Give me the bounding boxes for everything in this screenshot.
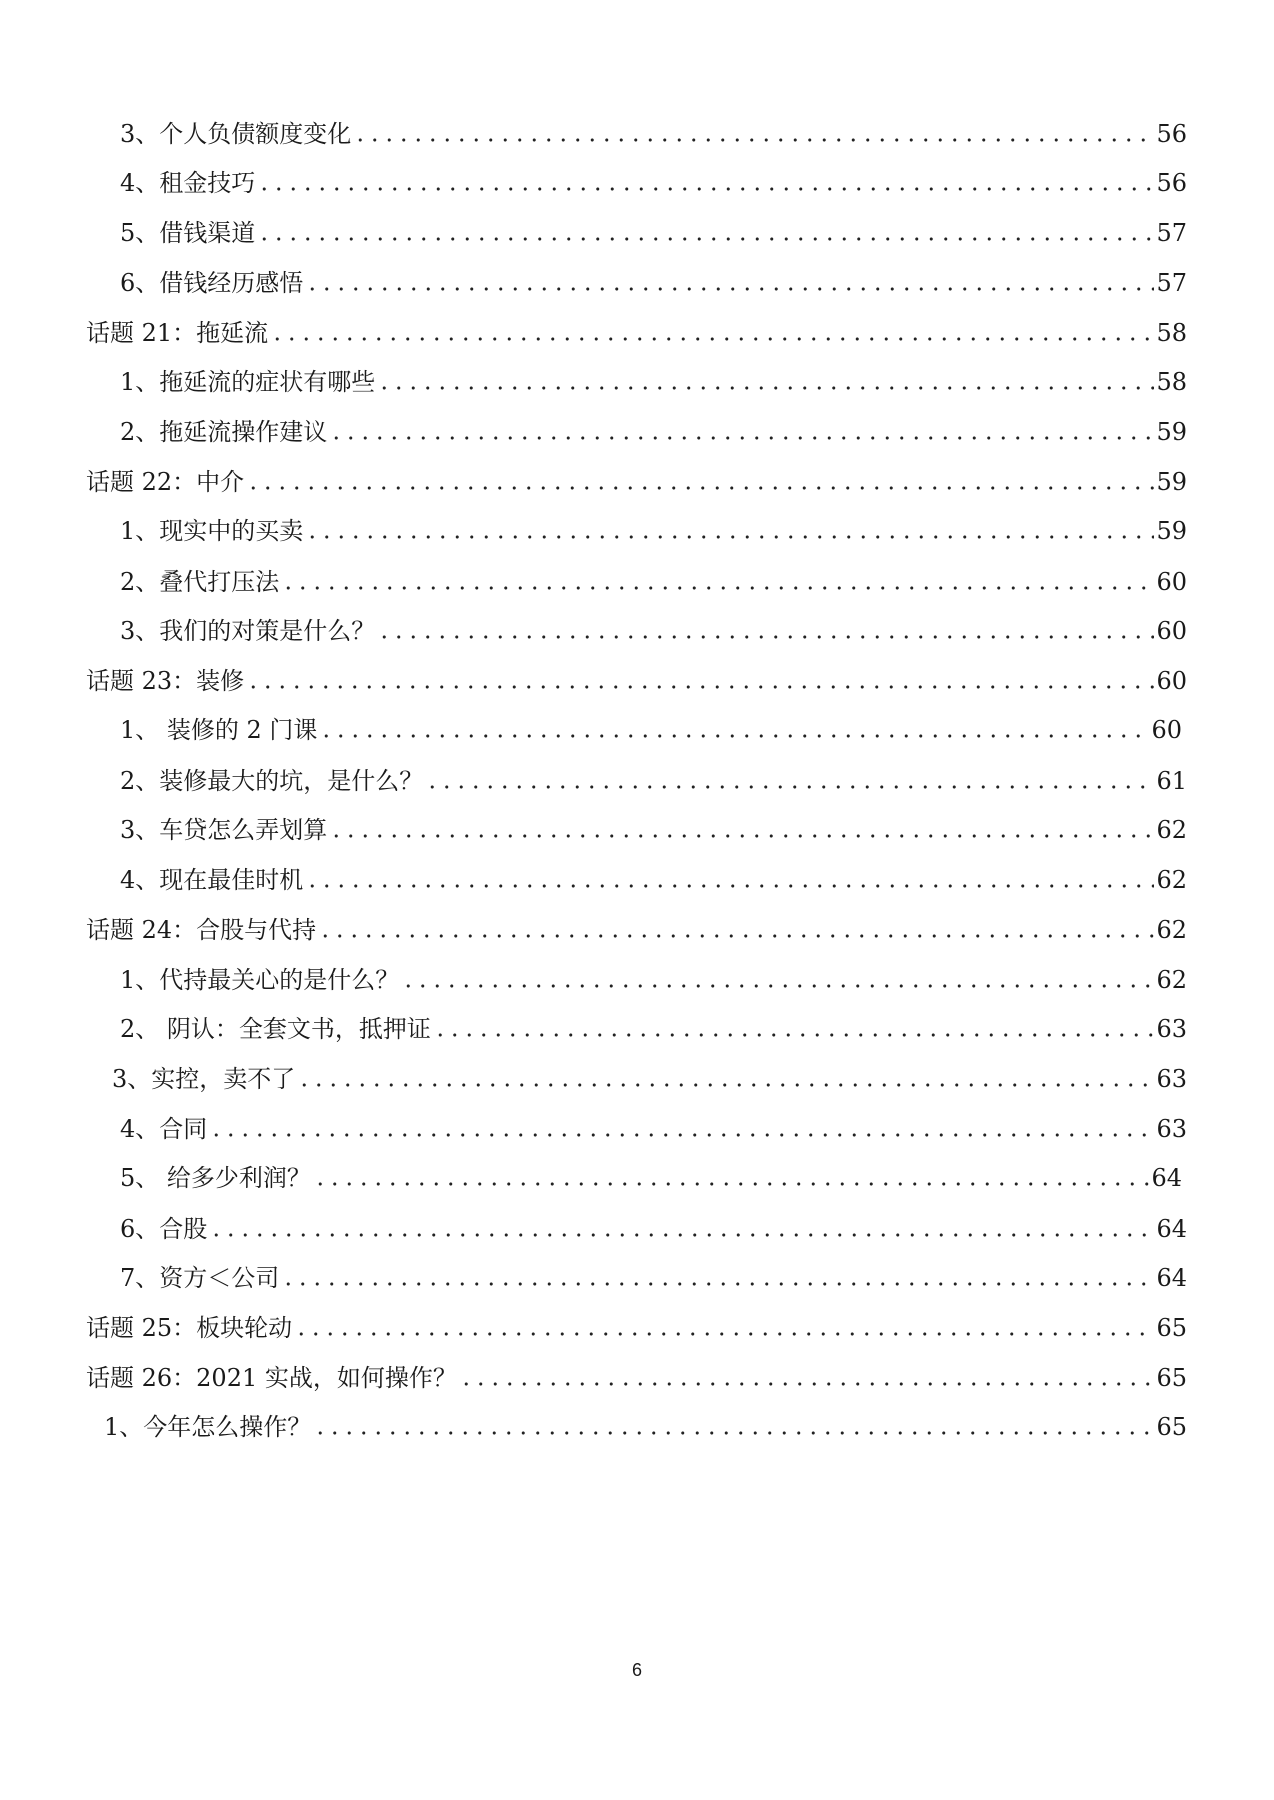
toc-entry[interactable] xyxy=(120,162,1187,198)
toc-entry[interactable] xyxy=(120,510,1187,546)
dot-leader xyxy=(246,484,1154,492)
toc-entry-page: 62 xyxy=(1156,966,1187,994)
dot-leader xyxy=(459,1380,1155,1388)
dot-leader xyxy=(313,1180,1150,1188)
toc-entry-title: 话题 26：2021 实战，如何操作？ xyxy=(86,1364,457,1392)
toc-entry-title: 6、合股 xyxy=(120,1215,208,1243)
toc-entry-page: 62 xyxy=(1156,816,1187,844)
toc-entry[interactable] xyxy=(120,1008,1187,1044)
dot-leader xyxy=(425,783,1154,791)
toc-entry-page: 65 xyxy=(1156,1364,1187,1392)
toc-entry-title: 4、合同 xyxy=(120,1115,208,1143)
toc-entry-page: 64 xyxy=(1156,1215,1187,1243)
toc-entry[interactable] xyxy=(120,361,1187,397)
toc-entry-title: 4、租金技巧 xyxy=(120,169,256,197)
dot-leader xyxy=(319,732,1149,740)
toc-entry[interactable] xyxy=(86,461,1187,497)
toc-entry-title: 1、今年怎么操作？ xyxy=(104,1413,312,1441)
toc-entry[interactable] xyxy=(120,809,1187,845)
toc-entry-page: 57 xyxy=(1156,269,1187,297)
toc-entry-page: 59 xyxy=(1156,517,1187,545)
toc-entry-page: 60 xyxy=(1151,716,1182,744)
dot-leader xyxy=(294,1330,1154,1338)
toc-entry-title: 4、现在最佳时机 xyxy=(120,866,304,894)
dot-leader xyxy=(257,235,1154,243)
toc-entry[interactable] xyxy=(86,660,1187,696)
dot-leader xyxy=(353,136,1154,144)
toc-entry-page: 56 xyxy=(1156,169,1187,197)
toc-entry[interactable] xyxy=(120,959,1187,995)
toc-entry-title: 1、现实中的买卖 xyxy=(120,517,304,545)
dot-leader xyxy=(377,633,1154,641)
toc-entry-page: 62 xyxy=(1156,916,1187,944)
toc-entry-page: 63 xyxy=(1156,1015,1187,1043)
dot-leader xyxy=(401,982,1154,990)
toc-entry-page: 61 xyxy=(1156,767,1187,795)
toc-entry-page: 65 xyxy=(1156,1413,1187,1441)
toc-entry[interactable] xyxy=(120,262,1187,298)
dot-leader xyxy=(318,932,1154,940)
toc-entry[interactable] xyxy=(120,561,1187,597)
toc-entry-title: 话题 23：装修 xyxy=(86,667,245,695)
toc-entry[interactable] xyxy=(120,709,1182,745)
toc-entry-title: 话题 25：板块轮动 xyxy=(86,1314,293,1342)
toc-entry-title: 6、借钱经历感悟 xyxy=(120,269,304,297)
dot-leader xyxy=(305,882,1154,890)
toc-entry-title: 5、借钱渠道 xyxy=(120,219,256,247)
toc-entry-title: 3、个人负债额度变化 xyxy=(120,120,352,148)
toc-entry[interactable] xyxy=(86,312,1187,348)
toc-entry-title: 3、我们的对策是什么？ xyxy=(120,617,376,645)
page-number: 6 xyxy=(631,1660,642,1680)
toc-entry-page: 59 xyxy=(1156,468,1187,496)
dot-leader xyxy=(246,683,1154,691)
toc-entry-title: 话题 21：拖延流 xyxy=(86,319,269,347)
dot-leader xyxy=(281,1280,1154,1288)
toc-entry-title: 1、代持最关心的是什么？ xyxy=(120,966,400,994)
toc-entry-title: 1、 装修的 2 门课 xyxy=(120,716,318,744)
dot-leader xyxy=(209,1231,1154,1239)
toc-entry[interactable] xyxy=(86,1357,1187,1393)
toc-entry[interactable] xyxy=(120,1208,1187,1244)
toc-entry[interactable] xyxy=(104,1406,1187,1442)
dot-leader xyxy=(377,384,1154,392)
dot-leader xyxy=(313,1429,1154,1437)
toc-entry-page: 59 xyxy=(1156,418,1187,446)
toc-entry-page: 60 xyxy=(1156,568,1187,596)
toc-entry-page: 60 xyxy=(1156,667,1187,695)
dot-leader xyxy=(257,185,1154,193)
toc-entry[interactable] xyxy=(86,1307,1187,1343)
dot-leader xyxy=(270,335,1154,343)
dot-leader xyxy=(329,434,1154,442)
toc-entry-title: 2、叠代打压法 xyxy=(120,568,280,596)
dot-leader xyxy=(281,584,1154,592)
toc-entry-page: 57 xyxy=(1156,219,1187,247)
toc-entry[interactable] xyxy=(120,212,1187,248)
toc-entry-title: 2、装修最大的坑，是什么？ xyxy=(120,767,424,795)
dot-leader xyxy=(329,832,1154,840)
dot-leader xyxy=(305,533,1154,541)
toc-entry[interactable] xyxy=(120,610,1187,646)
toc-entry-page: 58 xyxy=(1156,368,1187,396)
toc-entry[interactable] xyxy=(120,113,1187,149)
toc-entry-title: 1、拖延流的症状有哪些 xyxy=(120,368,376,396)
toc-entry[interactable] xyxy=(86,909,1187,945)
toc-entry-page: 56 xyxy=(1156,120,1187,148)
toc-entry[interactable] xyxy=(120,1257,1187,1293)
dot-leader xyxy=(209,1131,1154,1139)
toc-entry[interactable] xyxy=(120,859,1187,895)
toc-entry-page: 58 xyxy=(1156,319,1187,347)
toc-entry[interactable] xyxy=(120,1108,1187,1144)
toc-entry-title: 2、 阴认：全套文书，抵押证 xyxy=(120,1015,431,1043)
toc-entry-title: 7、资方＜公司 xyxy=(120,1264,280,1292)
toc-entry-page: 64 xyxy=(1156,1264,1187,1292)
toc-entry[interactable] xyxy=(120,760,1187,796)
toc-entry-title: 3、实控，卖不了 xyxy=(112,1065,296,1093)
toc-entry-title: 话题 24：合股与代持 xyxy=(86,916,317,944)
toc-entry[interactable] xyxy=(120,411,1187,447)
toc-entry-page: 63 xyxy=(1156,1115,1187,1143)
toc-entry-page: 60 xyxy=(1156,617,1187,645)
toc-entry-page: 65 xyxy=(1156,1314,1187,1342)
toc-entry-page: 64 xyxy=(1151,1164,1182,1192)
toc-entry-title: 5、 给多少利润？ xyxy=(120,1164,311,1192)
toc-entry-title: 2、拖延流操作建议 xyxy=(120,418,328,446)
dot-leader xyxy=(297,1081,1154,1089)
toc-entry-page: 62 xyxy=(1156,866,1187,894)
toc-entry-page: 63 xyxy=(1156,1065,1187,1093)
toc-entry-title: 3、车贷怎么弄划算 xyxy=(120,816,328,844)
toc-entry[interactable] xyxy=(120,1157,1182,1193)
dot-leader xyxy=(433,1031,1155,1039)
toc-entry-title: 话题 22：中介 xyxy=(86,468,245,496)
dot-leader xyxy=(305,285,1154,293)
toc-entry[interactable] xyxy=(112,1058,1187,1094)
